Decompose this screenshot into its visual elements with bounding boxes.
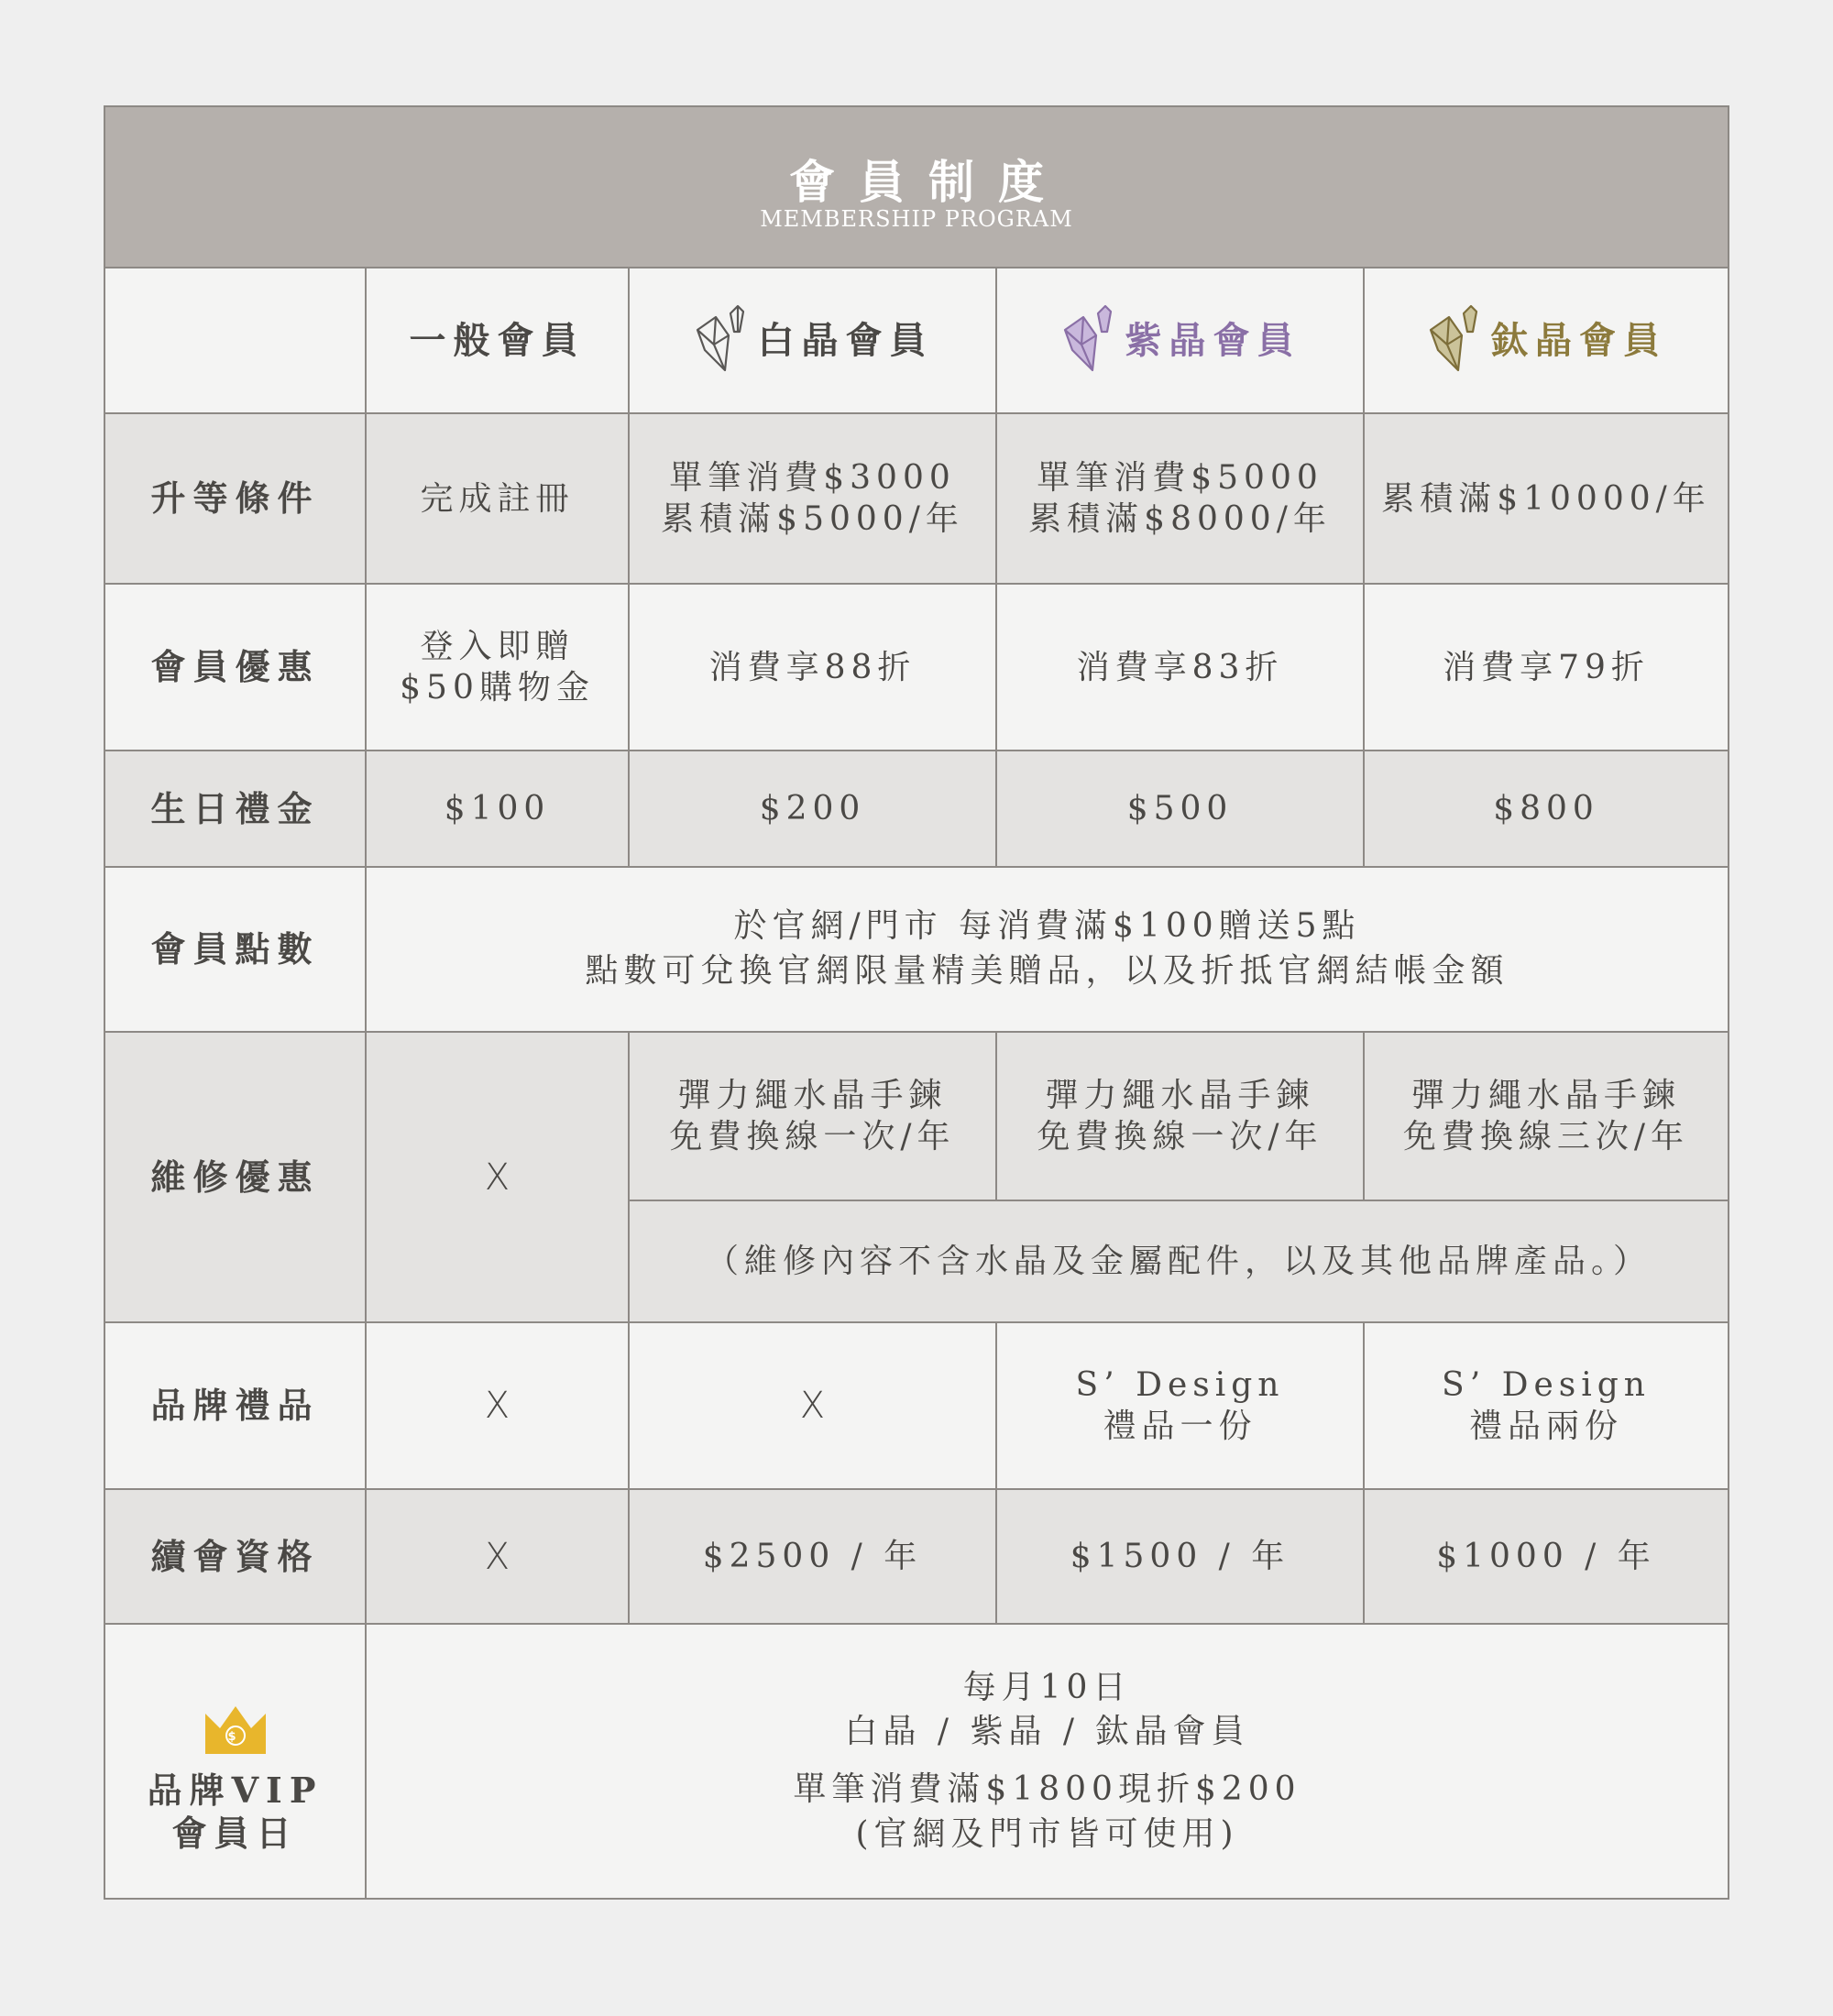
upgrade-purple: 單筆消費$5000 累積滿$8000/年 bbox=[997, 414, 1363, 583]
vip-line: 白晶 / 紫晶 / 鈦晶會員 bbox=[844, 1713, 1250, 1751]
row-label-points: 會員點數 bbox=[105, 868, 365, 1031]
repair-general: X bbox=[367, 1033, 628, 1321]
divider bbox=[105, 1488, 1728, 1490]
svg-text:$: $ bbox=[226, 1729, 244, 1744]
row-label-gift: 品牌禮品 bbox=[105, 1323, 365, 1488]
row-label-vip bbox=[105, 1625, 365, 1898]
divider bbox=[1363, 1321, 1365, 1623]
page-title: 會員制度 bbox=[789, 155, 1068, 209]
tier-name: 鈦晶會員 bbox=[1491, 318, 1667, 362]
gift-gold: S’ Design 禮品兩份 bbox=[1365, 1323, 1728, 1488]
vip-label: 品牌VIP 會員日 bbox=[147, 1769, 324, 1854]
gift-white: X bbox=[630, 1323, 995, 1488]
points-description: 於官網/門市 每消費滿$100贈送5點 點數可兌換官網限量精美贈品，以及折抵官網結帳金額 bbox=[367, 868, 1728, 1031]
upgrade-white: 單筆消費$3000 累積滿$5000/年 bbox=[630, 414, 995, 583]
crown-icon bbox=[203, 1704, 268, 1756]
divider bbox=[995, 1031, 997, 1200]
repair-gold: 彈力繩水晶手鍊 免費換線三次/年 bbox=[1365, 1033, 1728, 1200]
tier-name: 白晶會員 bbox=[757, 318, 934, 362]
birthday-gold: $800 bbox=[1365, 751, 1728, 866]
row-label-renewal: 續會資格 bbox=[105, 1490, 365, 1623]
divider bbox=[628, 1031, 630, 1623]
crystal-purple-icon bbox=[1059, 304, 1116, 378]
divider bbox=[1363, 267, 1365, 866]
divider bbox=[1363, 1031, 1365, 1200]
renewal-purple: $1500 / 年 bbox=[997, 1490, 1363, 1623]
row-label-upgrade: 升等條件 bbox=[105, 414, 365, 583]
benefit-general: 登入即贈 $50購物金 bbox=[367, 585, 628, 750]
upgrade-gold: 累積滿$10000/年 bbox=[1365, 414, 1728, 583]
divider bbox=[628, 267, 630, 866]
vip-description bbox=[367, 1625, 1728, 1898]
corner-cell bbox=[105, 268, 365, 412]
tier-name: 一般會員 bbox=[409, 318, 586, 362]
vip-line: 每月10日 bbox=[962, 1668, 1132, 1706]
gift-purple: S’ Design 禮品一份 bbox=[997, 1323, 1363, 1488]
row-label-birthday: 生日禮金 bbox=[105, 751, 365, 866]
crystal-gold-icon bbox=[1425, 304, 1482, 378]
benefit-gold: 消費享79折 bbox=[1365, 585, 1728, 750]
tier-white bbox=[630, 268, 995, 412]
divider bbox=[995, 267, 997, 866]
membership-table bbox=[104, 105, 1729, 1900]
birthday-purple: $500 bbox=[997, 751, 1363, 866]
birthday-general: $100 bbox=[367, 751, 628, 866]
benefit-white: 消費享88折 bbox=[630, 585, 995, 750]
gift-general: X bbox=[367, 1323, 628, 1488]
divider bbox=[105, 412, 1728, 414]
repair-purple: 彈力繩水晶手鍊 免費換線一次/年 bbox=[997, 1033, 1363, 1200]
repair-white: 彈力繩水晶手鍊 免費換線一次/年 bbox=[630, 1033, 995, 1200]
divider bbox=[105, 1031, 1728, 1033]
repair-note: （維修內容不含水晶及金屬配件，以及其他品牌產品。） bbox=[630, 1201, 1728, 1321]
tier-name: 紫晶會員 bbox=[1125, 318, 1301, 362]
divider bbox=[105, 750, 1728, 751]
renewal-gold: $1000 / 年 bbox=[1365, 1490, 1728, 1623]
divider bbox=[105, 267, 1728, 268]
row-label-benefit: 會員優惠 bbox=[105, 585, 365, 750]
vip-line: 單筆消費滿$1800現折$200 bbox=[793, 1770, 1301, 1808]
divider bbox=[105, 1321, 1728, 1323]
page-subtitle: MEMBERSHIP PROGRAM bbox=[760, 206, 1073, 232]
divider bbox=[365, 267, 367, 1898]
tier-purple bbox=[997, 268, 1363, 412]
benefit-purple: 消費享83折 bbox=[997, 585, 1363, 750]
tier-gold bbox=[1365, 268, 1728, 412]
divider bbox=[105, 583, 1728, 585]
divider bbox=[630, 1200, 1728, 1201]
renewal-white: $2500 / 年 bbox=[630, 1490, 995, 1623]
crystal-outline-icon bbox=[692, 304, 749, 378]
birthday-white: $200 bbox=[630, 751, 995, 866]
renewal-general: X bbox=[367, 1490, 628, 1623]
divider bbox=[105, 866, 1728, 868]
table-header bbox=[105, 107, 1728, 267]
upgrade-general: 完成註冊 bbox=[367, 414, 628, 583]
divider bbox=[995, 1321, 997, 1623]
row-label-repair: 維修優惠 bbox=[105, 1033, 365, 1321]
vip-line: (官網及門市皆可使用) bbox=[855, 1814, 1239, 1853]
divider bbox=[105, 1623, 1728, 1625]
tier-general bbox=[367, 268, 628, 412]
